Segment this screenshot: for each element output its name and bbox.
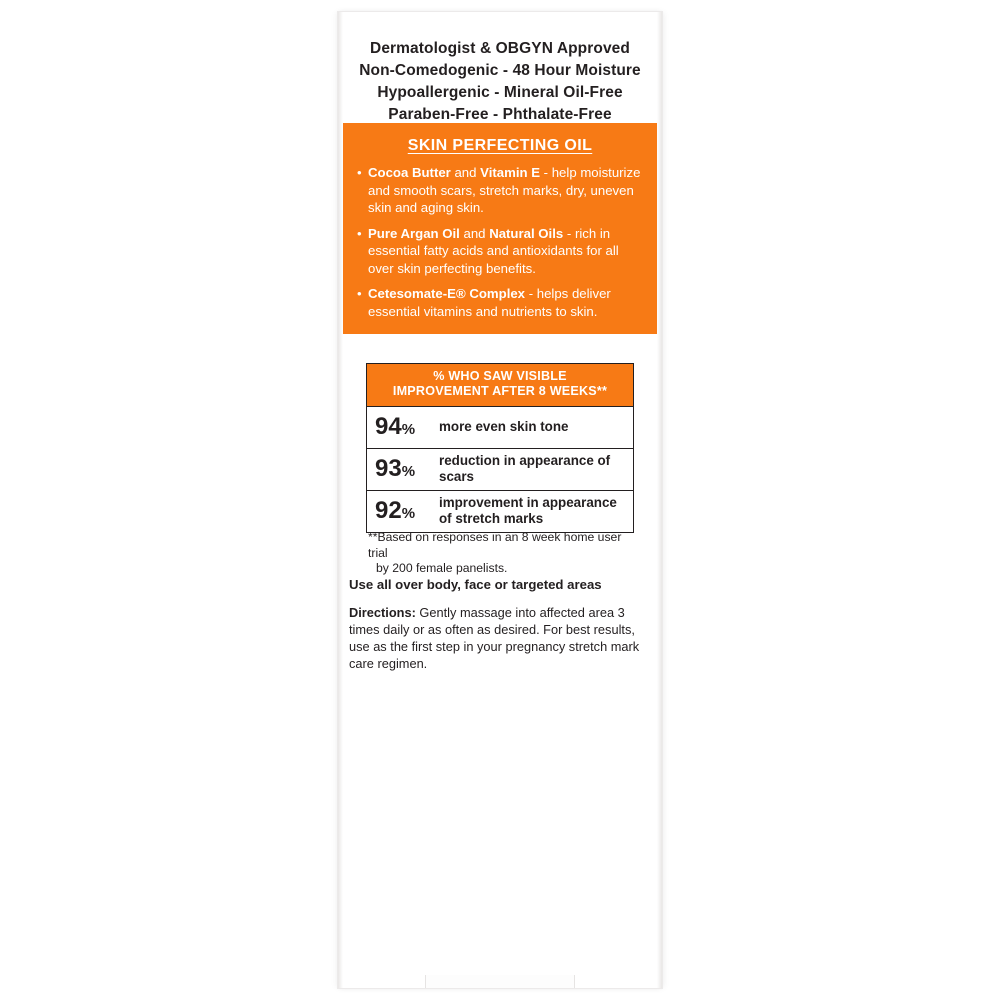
ingredient-name-secondary: Natural Oils bbox=[489, 225, 564, 241]
result-percent bbox=[375, 415, 439, 439]
list-item bbox=[357, 164, 643, 217]
claim-line-1: Dermatologist & OBGYN Approved bbox=[370, 40, 630, 57]
result-percent bbox=[375, 457, 439, 481]
result-description: improvement in appearance of stretch marks bbox=[439, 495, 617, 527]
footnote-line-2: by 200 female panelists. bbox=[376, 561, 508, 576]
ingredient-name-primary: Cocoa Butter bbox=[368, 165, 451, 180]
results-header-line-1: % WHO SAW VISIBLE bbox=[433, 369, 567, 383]
percent-symbol: % bbox=[401, 463, 416, 481]
ingredient-joiner: and bbox=[450, 165, 481, 180]
skin-perfecting-oil-panel bbox=[343, 123, 657, 334]
ingredient-name-primary: Pure Argan Oil bbox=[368, 225, 460, 241]
percent-symbol: % bbox=[401, 505, 416, 523]
claim-line-2: Non-Comedogenic - 48 Hour Moisture bbox=[359, 62, 641, 79]
result-percent-value: 92 bbox=[375, 497, 402, 525]
bullet-dot-icon: • bbox=[357, 165, 362, 180]
usage-heading: Use all over body, face or targeted areas bbox=[349, 577, 602, 592]
ingredient-name-primary: Cetesomate-E® Complex bbox=[368, 286, 526, 302]
list-item bbox=[357, 225, 643, 278]
claim-line-4: Paraben-Free - Phthalate-Free bbox=[388, 106, 612, 123]
ingredient-benefit: - help moisturize and smooth scars, stretch marks, dry, uneven skin and aging skin. bbox=[368, 165, 641, 216]
result-percent bbox=[375, 499, 439, 523]
study-footnote bbox=[368, 530, 640, 577]
table-row bbox=[367, 490, 633, 532]
results-table bbox=[366, 363, 634, 533]
directions-block bbox=[349, 604, 647, 672]
claim-line-3: Hypoallergenic - Mineral Oil-Free bbox=[377, 84, 623, 101]
ingredient-joiner: and bbox=[459, 225, 490, 241]
panel-title: SKIN PERFECTING OIL bbox=[407, 137, 593, 154]
ingredient-benefit: - rich in essential fatty acids and antioxidants for all over skin perfecting benefits. bbox=[368, 225, 619, 276]
footnote-line-1: **Based on responses in an 8 week home user trial bbox=[368, 530, 622, 560]
ingredient-list bbox=[357, 164, 643, 320]
result-percent-value: 93 bbox=[375, 455, 402, 483]
bullet-dot-icon: • bbox=[357, 225, 362, 241]
results-header-line-2: IMPROVEMENT AFTER 8 WEEKS** bbox=[392, 384, 608, 399]
table-row bbox=[367, 406, 633, 448]
claims-block bbox=[338, 38, 662, 126]
bullet-dot-icon: • bbox=[357, 286, 362, 302]
directions-text: Gently massage into affected area 3 times daily or as often as desired. For best results, use as the first step in your pregnancy stretch mark care regimen. bbox=[349, 605, 640, 672]
list-item bbox=[357, 285, 643, 320]
result-description: reduction in appearance of scars bbox=[439, 453, 611, 485]
ingredient-name-secondary: Vitamin E bbox=[480, 165, 540, 180]
percent-symbol: % bbox=[401, 421, 416, 439]
directions-label: Directions: bbox=[349, 605, 416, 620]
table-row bbox=[367, 448, 633, 490]
results-table-header bbox=[367, 364, 633, 406]
package-bottom-flap bbox=[425, 975, 575, 988]
product-package-panel bbox=[338, 12, 662, 988]
ingredient-benefit: - helps deliver essential vitamins and nutrients to skin. bbox=[368, 286, 611, 319]
result-description: more even skin tone bbox=[439, 419, 569, 435]
result-percent-value: 94 bbox=[375, 413, 402, 441]
